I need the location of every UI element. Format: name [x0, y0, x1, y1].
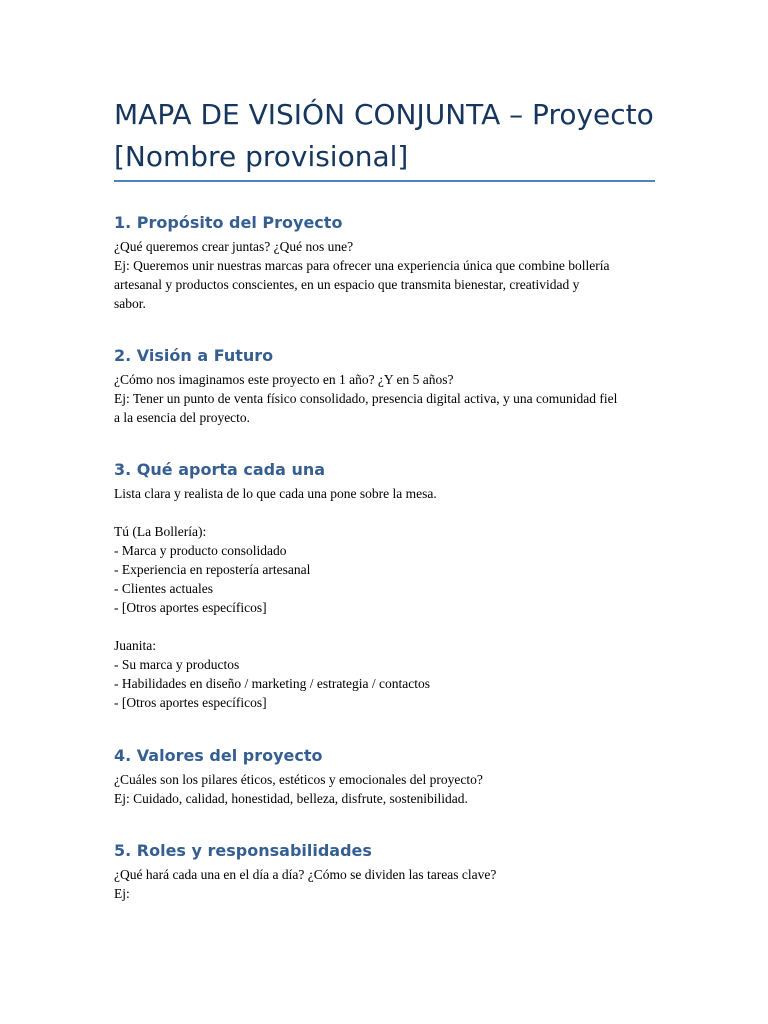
- section-heading-roles: 5. Roles y responsabilidades: [114, 841, 372, 860]
- list-item: - Marca y producto consolidado: [114, 543, 287, 558]
- body-line: ¿Qué hará cada una en el día a día? ¿Cómo se dividen las tareas clave?: [114, 867, 497, 882]
- body-line: sabor.: [114, 296, 146, 311]
- title-underline: [114, 180, 655, 182]
- section-body-vision: [114, 370, 662, 427]
- body-line: Ej: Cuidado, calidad, honestidad, belleza, disfrute, sostenibilidad.: [114, 791, 468, 806]
- body-line: a la esencia del proyecto.: [114, 410, 251, 425]
- section-heading-proposito: 1. Propósito del Proyecto: [114, 213, 343, 232]
- body-line: Tú (La Bollería):: [114, 524, 207, 539]
- body-line: ¿Cómo nos imaginamos este proyecto en 1 año? ¿Y en 5 años?: [114, 372, 454, 387]
- section-heading-vision: 2. Visión a Futuro: [114, 346, 274, 365]
- list-item: - [Otros aportes específicos]: [114, 695, 267, 710]
- list-item: - Clientes actuales: [114, 581, 213, 596]
- section-heading-aportes: 3. Qué aporta cada una: [114, 460, 326, 479]
- blank-line: [114, 617, 662, 636]
- section-body-valores: [114, 770, 662, 808]
- section-body-roles: [114, 865, 662, 903]
- body-line: Juanita:: [114, 638, 156, 653]
- body-line: Ej:: [114, 886, 130, 901]
- list-item: - [Otros aportes específicos]: [114, 600, 267, 615]
- document-title: MAPA DE VISIÓN CONJUNTA – Proyecto [Nombre provisional]: [114, 98, 654, 173]
- body-line: ¿Cuáles son los pilares éticos, estéticos y emocionales del proyecto?: [114, 772, 483, 787]
- body-line: Ej: Tener un punto de venta físico consolidado, presencia digital activa, y una comunidad fiel: [114, 391, 618, 406]
- blank-line: [114, 503, 662, 522]
- list-item: - Habilidades en diseño / marketing / estrategia / contactos: [114, 676, 431, 691]
- section-body-aportes: [114, 484, 662, 712]
- body-line: artesanal y productos conscientes, en un espacio que transmita bienestar, creatividad y: [114, 277, 580, 292]
- body-line: ¿Qué queremos crear juntas? ¿Qué nos une?: [114, 239, 354, 254]
- body-line: Ej: Queremos unir nuestras marcas para ofrecer una experiencia única que combine bollería: [114, 258, 610, 273]
- list-item: - Experiencia en repostería artesanal: [114, 562, 311, 577]
- section-heading-valores: 4. Valores del proyecto: [114, 746, 323, 765]
- body-line: Lista clara y realista de lo que cada una pone sobre la mesa.: [114, 486, 437, 501]
- list-item: - Su marca y productos: [114, 657, 240, 672]
- section-body-proposito: [114, 237, 662, 313]
